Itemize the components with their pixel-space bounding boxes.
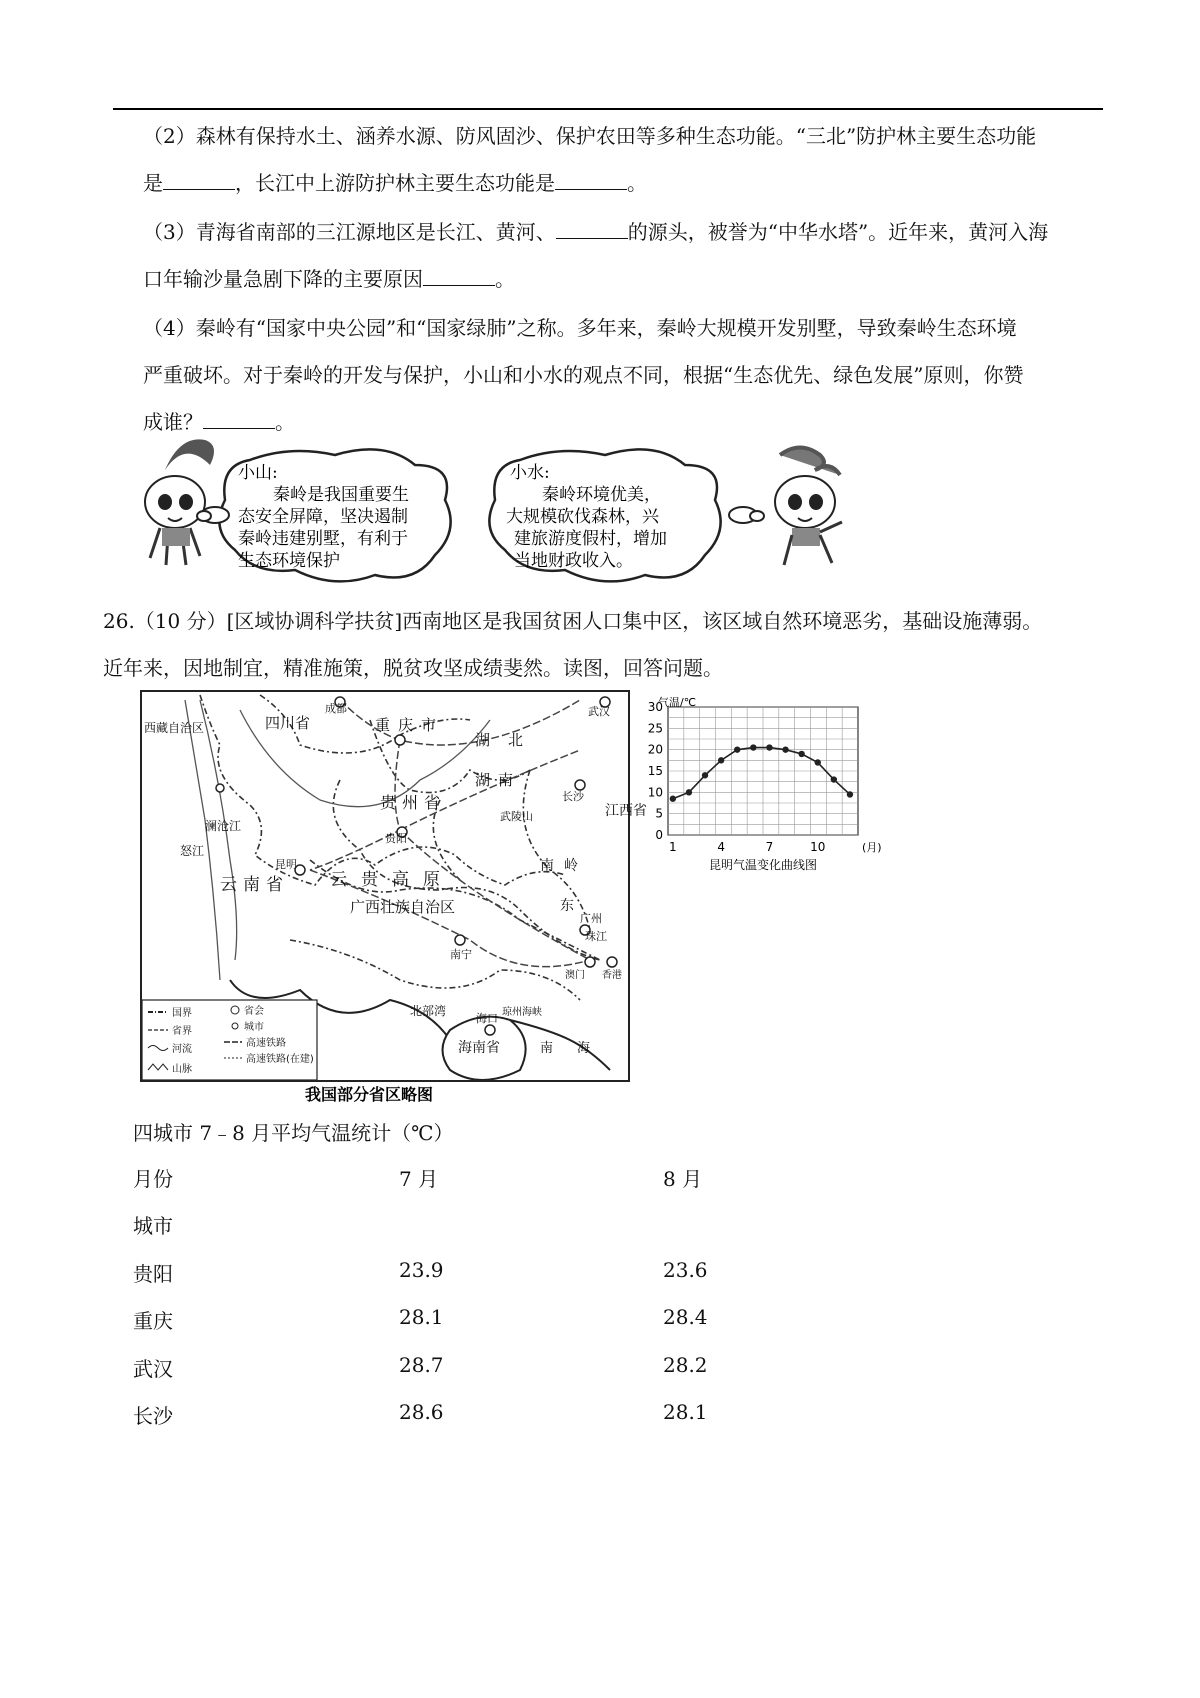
city-marker-xianggang	[607, 957, 617, 967]
answer-blank[interactable]	[555, 171, 627, 190]
chart-ytick-label: 25	[647, 721, 663, 736]
map-legend	[142, 1000, 317, 1080]
map-label: 北部湾	[410, 1004, 447, 1018]
table-header-month: 月份	[133, 1167, 173, 1191]
map-label: 成都	[325, 702, 347, 715]
legend-label: 城市	[244, 1022, 264, 1033]
question-4	[113, 305, 1103, 446]
map-label: 湖南	[475, 771, 522, 789]
legend-label: 高速铁路	[246, 1038, 286, 1049]
map-label: 湖北	[475, 731, 542, 749]
map-label: 广州	[580, 912, 602, 925]
answer-blank[interactable]	[163, 171, 235, 190]
chart-data-point	[734, 746, 740, 752]
chart-xtick-label: 7	[765, 840, 774, 854]
q3-text: 的源头，被誉为“中华水塔”。近年来，黄河入海	[627, 220, 1049, 244]
table-cell-jul: 23.9	[399, 1258, 444, 1282]
chart-xlabel: (月)	[862, 841, 882, 854]
map-label: 长沙	[562, 790, 584, 803]
map-label: 怒江	[180, 844, 205, 858]
map-label: 香港	[602, 970, 622, 981]
legend-label: 河流	[172, 1044, 192, 1055]
map-label: 贵州省	[380, 793, 447, 812]
question-26	[103, 598, 1103, 692]
city-marker-changsha	[575, 780, 585, 790]
table-cell-jul: 28.6	[399, 1400, 444, 1424]
chart-data-point	[847, 791, 853, 797]
table-cell-jul: 28.7	[399, 1353, 444, 1377]
table-header-city: 城市	[133, 1214, 173, 1238]
table-cell-aug: 23.6	[663, 1258, 708, 1282]
bubble-left-name: 小山:	[238, 463, 278, 483]
q26-text: 近年来，因地制宜，精准施策，脱贫攻坚成绩斐然。读图，回答问题。	[103, 656, 723, 680]
table-cell-city: 长沙	[133, 1404, 173, 1428]
map-label: 琼州海峡	[502, 1007, 542, 1018]
map-label: 澳门	[565, 970, 585, 981]
chart-data-point	[798, 751, 804, 757]
table-cell-aug: 28.2	[663, 1353, 708, 1377]
table-header-aug: 8 月	[663, 1167, 703, 1191]
q2-text: ，长江中上游防护林主要生态功能是	[235, 171, 555, 195]
q4-text: 严重破坏。对于秦岭的开发与保护，小山和小水的观点不同，根据“生态优先、绿色发展”原则，你赞	[143, 363, 1024, 387]
map-label: 昆明	[275, 858, 297, 871]
q3-text: （3）青海省南部的三江源地区是长江、黄河、	[143, 220, 556, 244]
q2-text: 是	[143, 171, 163, 195]
table-cell-city: 贵阳	[133, 1262, 173, 1286]
chart-data-point	[702, 772, 708, 778]
chart-ylabel: 气温/℃	[658, 696, 697, 709]
q4-text: 成谁？	[143, 410, 203, 434]
map-label: 武陵山	[500, 810, 533, 823]
chart-data-point	[831, 776, 837, 782]
map-label: 贵阳	[385, 832, 407, 845]
map-label: 西藏自治区	[144, 721, 205, 735]
bubble-left-line: 秦岭是我国重要生	[273, 485, 409, 505]
bubble-right-line: 建旅游度假村，增加	[514, 529, 667, 549]
map-label: 江西省	[605, 803, 647, 819]
bubble-right-line: 当地财政收入。	[514, 551, 633, 571]
answer-blank[interactable]	[203, 410, 275, 429]
map-label: 海口	[476, 1012, 498, 1025]
chart-data-point	[815, 759, 821, 765]
q4-text: （4）秦岭有“国家中央公园”和“国家绿肺”之称。多年来，秦岭大规模开发别墅，导致秦岭生态环境	[143, 316, 1017, 340]
table-cell-aug: 28.4	[663, 1305, 708, 1329]
chart-ytick-label: 5	[655, 806, 663, 821]
q2-text: 。	[627, 171, 647, 195]
chart-ytick-label: 20	[647, 742, 663, 757]
question-3	[113, 209, 1103, 303]
city-marker-chongqing	[395, 735, 405, 745]
q4-text: 。	[275, 410, 295, 434]
legend-label: 高速铁路(在建)	[246, 1054, 314, 1065]
question-2	[113, 113, 1103, 207]
legend-label: 山脉	[172, 1064, 192, 1075]
table-header-jul: 7 月	[399, 1167, 439, 1191]
table-title: 四城市 7﹣8 月平均气温统计（℃）	[133, 1121, 454, 1145]
header-rule	[113, 108, 1103, 110]
table-cell-city: 重庆	[133, 1309, 173, 1333]
chart-xtick-label: 1	[669, 840, 677, 854]
bubble-right-name: 小水:	[510, 463, 550, 483]
chart-data-point	[750, 744, 756, 750]
map-label: 南海	[540, 1041, 615, 1056]
legend-label: 国界	[172, 1008, 192, 1019]
table-cell-jul: 28.1	[399, 1305, 444, 1329]
map-label: 云南省	[220, 875, 289, 895]
chart-ytick-label: 10	[647, 785, 663, 800]
map-label: 重庆市	[375, 716, 445, 734]
city-marker-nanning	[455, 935, 465, 945]
map-label: 澜沧江	[205, 819, 242, 833]
map-caption: 我国部分省区略图	[305, 1085, 434, 1104]
chart-data-point	[782, 746, 788, 752]
cartoon-illustration	[130, 440, 850, 585]
map-label: 四川省	[265, 714, 311, 732]
mascot-left-icon	[145, 439, 214, 565]
chart-ytick-label: 0	[655, 828, 663, 842]
map-label: 武汉	[588, 705, 610, 718]
map-label: 海南省	[458, 1040, 500, 1056]
q2-line1: （2）森林有保持水土、涵养水源、防风固沙、保护农田等多种生态功能。“三北”防护林主要生态功能	[143, 124, 1037, 148]
city-marker-haikou	[485, 1025, 495, 1035]
chart-xtick-label: 10	[810, 840, 826, 854]
province-map	[140, 690, 647, 1120]
map-label: 广西壮族自治区	[350, 898, 456, 916]
chart-ytick-label: 30	[647, 700, 663, 714]
chart-ytick-label: 15	[647, 764, 663, 778]
bubble-left-line: 态安全屏障，坚决遏制	[238, 507, 408, 527]
chart-data-point	[766, 744, 772, 750]
q3-text: 口年输沙量急剧下降的主要原因	[143, 267, 423, 291]
city-marker-small	[216, 784, 224, 792]
chart-xtick-label: 4	[717, 840, 725, 854]
temperature-chart	[640, 695, 900, 895]
bubble-right-line: 大规模砍伐森林，兴	[506, 507, 659, 527]
legend-label: 省会	[244, 1006, 264, 1017]
answer-blank[interactable]	[423, 267, 495, 286]
chart-data-point	[686, 789, 692, 795]
legend-label: 省界	[172, 1026, 192, 1037]
bubble-right-line: 秦岭环境优美，	[542, 485, 661, 505]
map-label: 南宁	[450, 948, 472, 961]
table-cell-city: 武汉	[133, 1357, 173, 1381]
map-label: 南岭	[540, 858, 588, 874]
chart-data-point	[718, 757, 724, 763]
city-marker-aomen	[585, 957, 595, 967]
answer-blank[interactable]	[556, 220, 628, 239]
q3-text: 。	[495, 267, 515, 291]
q26-text: 26.（10 分）[区域协调科学扶贫]西南地区是我国贫困人口集中区，该区域自然环境恶劣，基础设施薄弱。	[103, 609, 1043, 633]
chart-title: 昆明气温变化曲线图	[708, 858, 818, 872]
map-label: 东	[560, 898, 574, 914]
table-cell-aug: 28.1	[663, 1400, 708, 1424]
map-label: 珠江	[585, 930, 607, 943]
map-label: 云贵高原	[330, 870, 454, 890]
mascot-right-icon	[775, 448, 842, 566]
bubble-left-line: 生态环境保护	[238, 551, 340, 571]
bubble-left-line: 秦岭违建别墅，有利于	[238, 529, 408, 549]
chart-data-point	[670, 796, 676, 802]
